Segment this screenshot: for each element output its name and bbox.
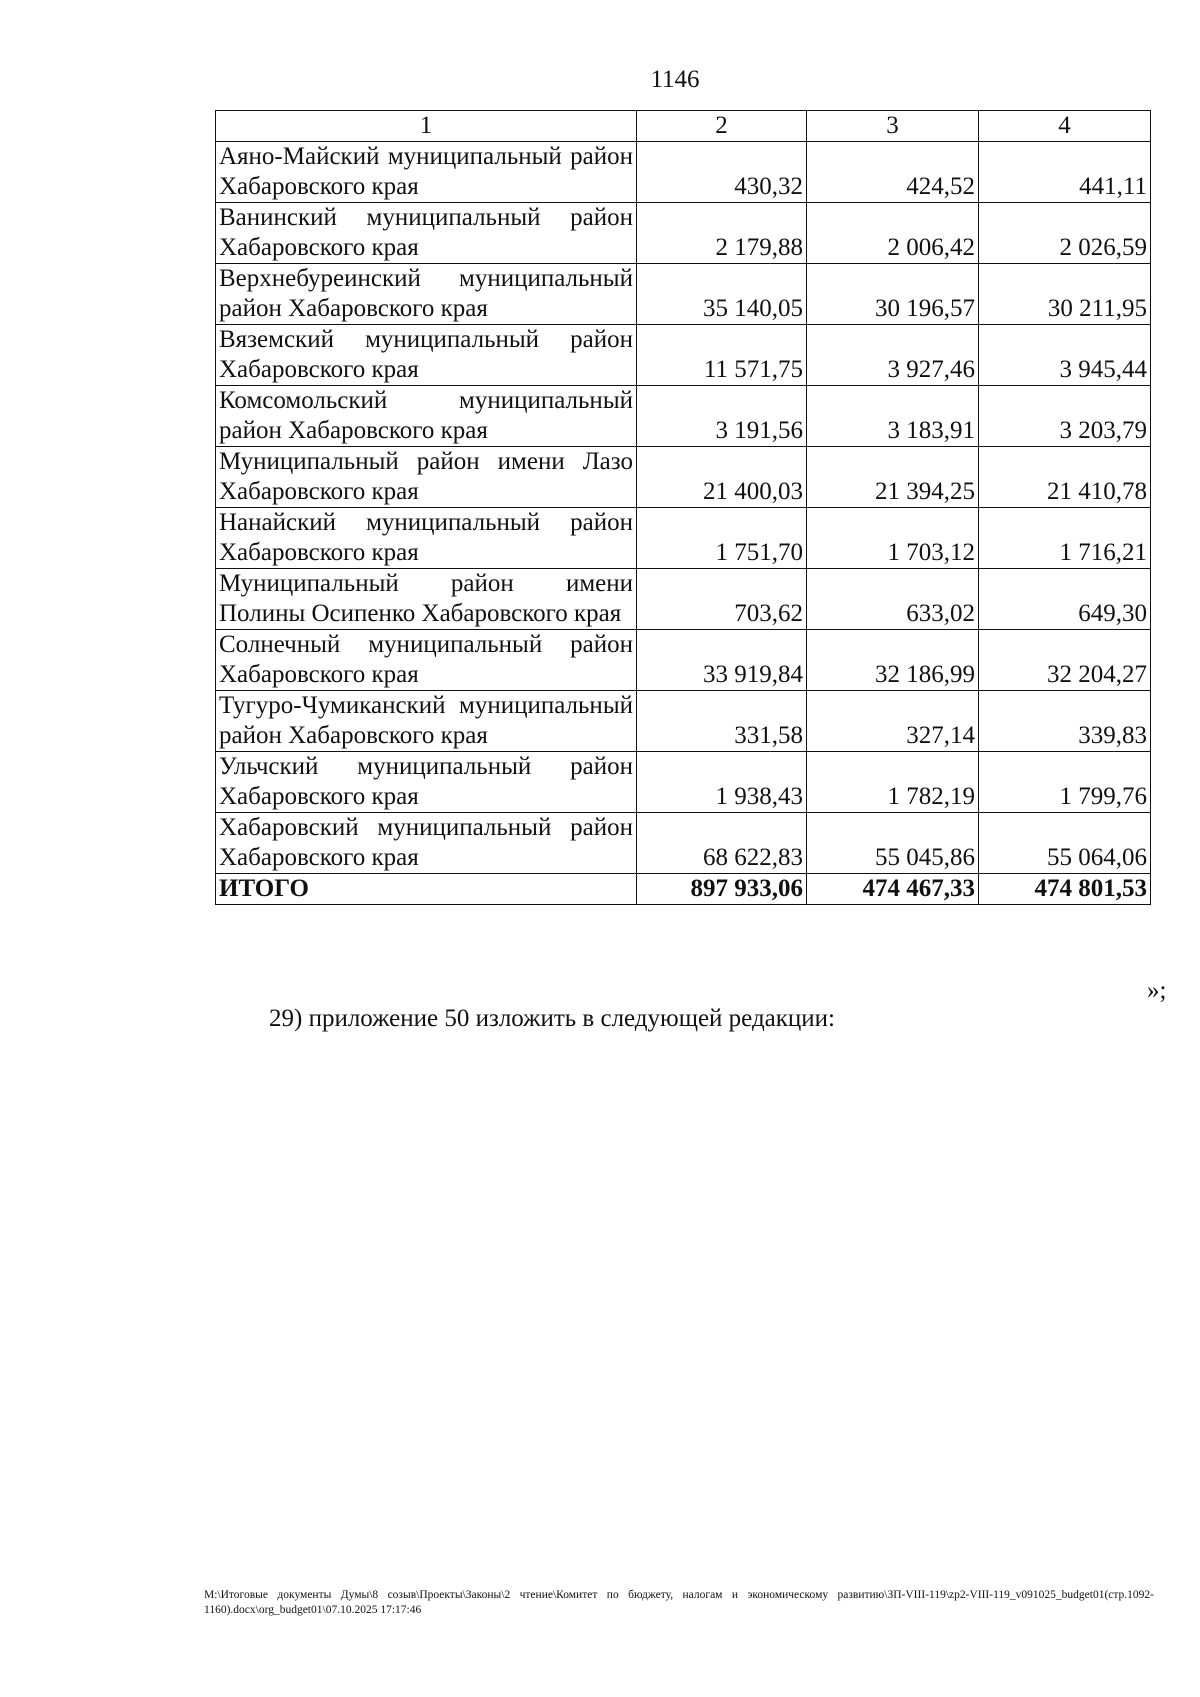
value-col4: 55 064,06 [979, 813, 1151, 874]
column-header: 1 [216, 111, 637, 142]
district-name: Комсомольский муниципальный район Хабаровского края [216, 386, 637, 447]
value-col3: 32 186,99 [807, 630, 979, 691]
table-row [216, 447, 1151, 508]
value-col4: 1 716,21 [979, 508, 1151, 569]
district-name: Верхнебуреинский муниципальный район Хабаровского края [216, 264, 637, 325]
footer-file-path: M:\Итоговые документы Думы\8 созыв\Проекты\Законы\2 чтение\Комитет по бюджету, налогам и экономическому развитию\ЗП-VIII-119\zp2-VIII-119_v091025_budget01(стр.1092-1160).docx\org_budget01\07.10.2025 17:17:46 [204, 1589, 1154, 1616]
value-col3: 424,52 [807, 142, 979, 203]
value-col2: 1 751,70 [637, 508, 807, 569]
total-label: ИТОГО [216, 874, 637, 905]
value-col4: 441,11 [979, 142, 1151, 203]
value-col2: 331,58 [637, 691, 807, 752]
value-col2: 33 919,84 [637, 630, 807, 691]
closing-quote: »; [1147, 977, 1167, 1004]
value-col2: 21 400,03 [637, 447, 807, 508]
district-name: Тугуро-Чумиканский муниципальный район Хабаровского края [216, 691, 637, 752]
value-col4: 649,30 [979, 569, 1151, 630]
total-value-col3: 474 467,33 [807, 874, 979, 905]
district-name: Аяно-Майский муниципальный район Хабаровского края [216, 142, 637, 203]
table-row [216, 325, 1151, 386]
table-row [216, 203, 1151, 264]
value-col3: 3 927,46 [807, 325, 979, 386]
value-col4: 339,83 [979, 691, 1151, 752]
district-name: Вяземский муниципальный район Хабаровского края [216, 325, 637, 386]
value-col4: 30 211,95 [979, 264, 1151, 325]
district-name: Ванинский муниципальный район Хабаровского края [216, 203, 637, 264]
column-header: 2 [637, 111, 807, 142]
value-col2: 2 179,88 [637, 203, 807, 264]
amendment-instruction: 29) приложение 50 изложить в следующей редакции: [269, 1005, 835, 1032]
value-col2: 11 571,75 [637, 325, 807, 386]
district-name: Нанайский муниципальный район Хабаровского края [216, 508, 637, 569]
total-row [216, 874, 1151, 905]
total-value-col4: 474 801,53 [979, 874, 1151, 905]
column-header: 4 [979, 111, 1151, 142]
table-row [216, 691, 1151, 752]
table-row [216, 569, 1151, 630]
table-header-row [216, 111, 1151, 142]
budget-table [215, 110, 1151, 905]
value-col2: 703,62 [637, 569, 807, 630]
value-col3: 1 782,19 [807, 752, 979, 813]
value-col2: 68 622,83 [637, 813, 807, 874]
column-header: 3 [807, 111, 979, 142]
table-row [216, 508, 1151, 569]
district-name: Муниципальный район имени Лазо Хабаровского края [216, 447, 637, 508]
value-col4: 21 410,78 [979, 447, 1151, 508]
value-col3: 3 183,91 [807, 386, 979, 447]
value-col3: 633,02 [807, 569, 979, 630]
value-col3: 1 703,12 [807, 508, 979, 569]
district-name: Солнечный муниципальный район Хабаровского края [216, 630, 637, 691]
value-col4: 2 026,59 [979, 203, 1151, 264]
value-col2: 35 140,05 [637, 264, 807, 325]
district-name: Хабаровский муниципальный район Хабаровского края [216, 813, 637, 874]
table-row [216, 264, 1151, 325]
value-col4: 1 799,76 [979, 752, 1151, 813]
table-row [216, 630, 1151, 691]
value-col3: 2 006,42 [807, 203, 979, 264]
district-name: Муниципальный район имени Полины Осипенко Хабаровского края [216, 569, 637, 630]
value-col4: 3 945,44 [979, 325, 1151, 386]
page-number: 1146 [650, 66, 700, 93]
value-col2: 3 191,56 [637, 386, 807, 447]
value-col3: 30 196,57 [807, 264, 979, 325]
value-col3: 21 394,25 [807, 447, 979, 508]
value-col2: 1 938,43 [637, 752, 807, 813]
value-col2: 430,32 [637, 142, 807, 203]
value-col4: 32 204,27 [979, 630, 1151, 691]
table-row [216, 386, 1151, 447]
district-name: Ульчский муниципальный район Хабаровского края [216, 752, 637, 813]
total-value-col2: 897 933,06 [637, 874, 807, 905]
table-row [216, 813, 1151, 874]
table-row [216, 752, 1151, 813]
value-col4: 3 203,79 [979, 386, 1151, 447]
value-col3: 55 045,86 [807, 813, 979, 874]
value-col3: 327,14 [807, 691, 979, 752]
table-row [216, 142, 1151, 203]
